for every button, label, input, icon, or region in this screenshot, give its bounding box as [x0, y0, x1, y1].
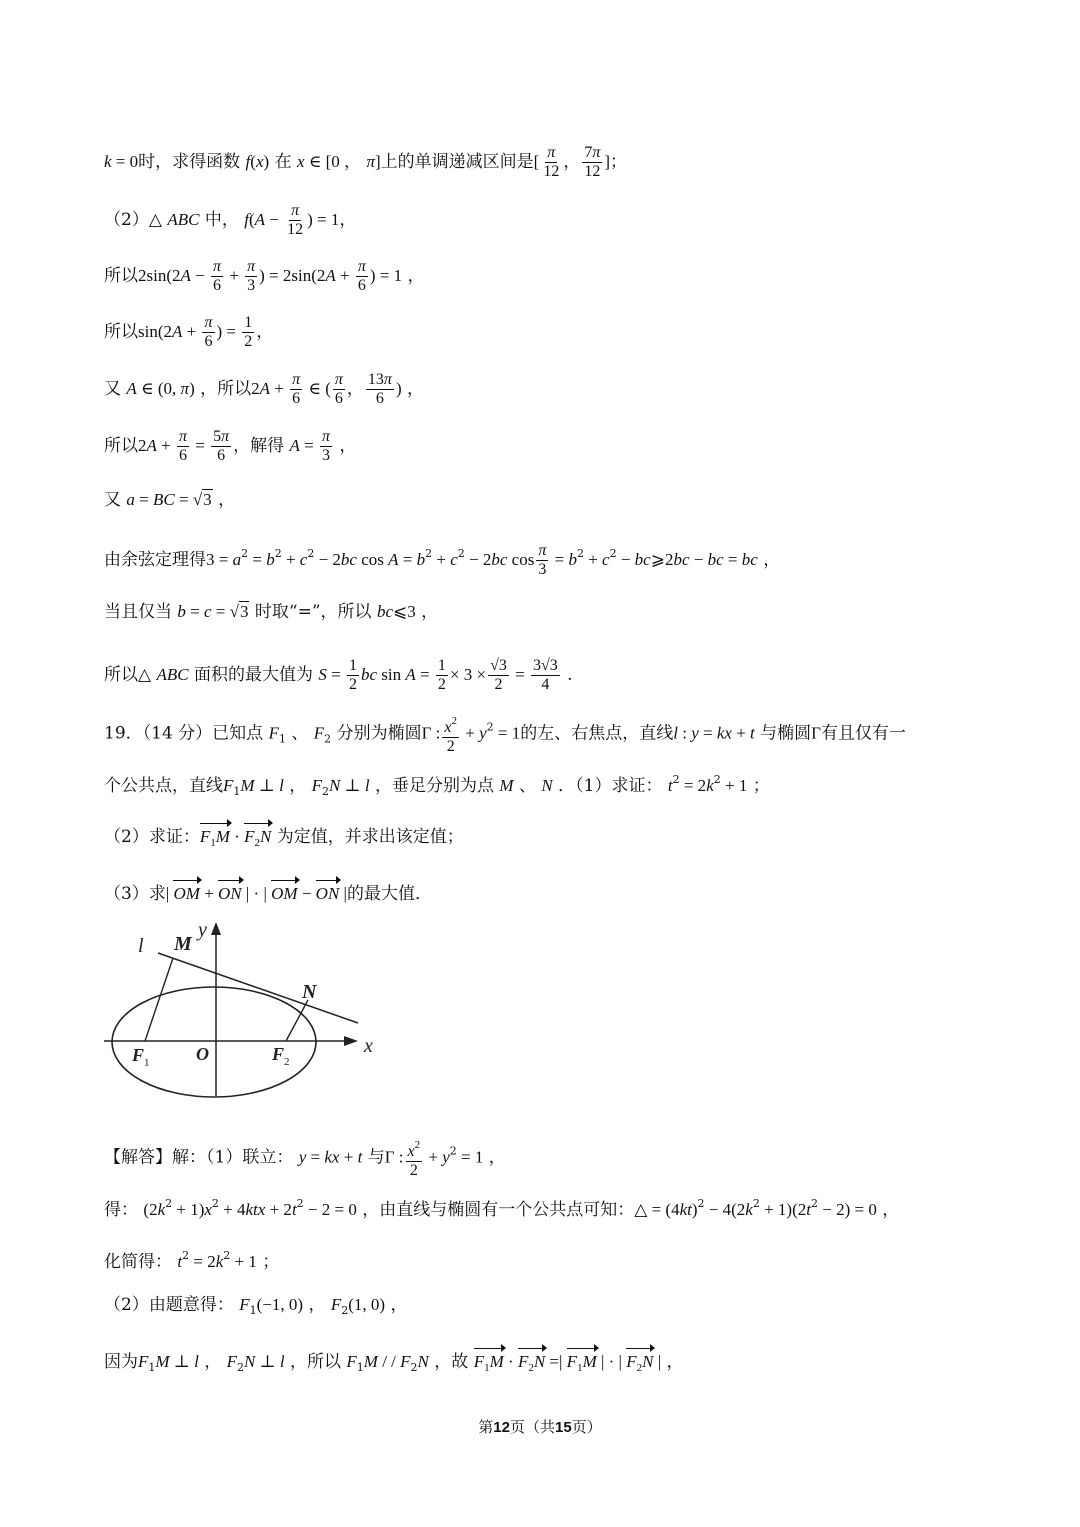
solution-line-5: 因为$F_1M$ ⊥ l ， $F_2N$ ⊥ l ，所以 $F_1M$ / / $F_2N$ ，故 $F_1M \cdot F_2N$ =| $F_1M$ | · | $F_2N$ | ， [104, 1351, 980, 1379]
label-n: N [302, 981, 317, 1003]
y-axis-arrow [211, 922, 221, 935]
label-y: y [198, 919, 207, 941]
question-19-line-3: （2）求证：$F_1M \cdot F_2N$ 为定值，并求出该定值； [104, 826, 980, 854]
question-19-line-4: （3）求| OM + ON | · | OM − ON |的最大值． [104, 884, 432, 904]
page-number: 12 [493, 1419, 510, 1436]
line-4: 所以sin(2A + $\frac{\pi}{6}$ ) = $\frac{1}{2}$ ， [104, 314, 274, 350]
ellipse-figure [100, 918, 390, 1100]
label-o: O [196, 1044, 209, 1064]
fraction: $\frac{\pi}{12}$ [543, 144, 560, 180]
line-10: 所以△ ABC 面积的最大值为 S = $\frac{1}{2}$ bc sin A = $\frac{1}{2}$ × 3 × $\frac{√3}{2}$ = $\frac{3√3}{4}$ . [104, 657, 573, 693]
line-9: 当且仅当 b = c = √3 时取“=”，所以 bc⩽3 ， [104, 602, 439, 622]
line-2: （2）△ ABC 中， f(A − $\frac{\pi}{12}$ ) = 1， [104, 202, 357, 238]
line-6: 所以2A + $\frac{\pi}{6}$ = $\frac{5\pi}{6}$ ，解得 A = $\frac{\pi}{3}$ ， [104, 428, 357, 464]
solution-line-3: 化简得： $t^2 = 2k^2 + 1$ ； [104, 1249, 280, 1272]
label-l: l [138, 935, 144, 957]
line-3: 所以2sin(2A − $\frac{\pi}{6}$ + $\frac{\pi}{3}$ ) = 2sin(2A + $\frac{\pi}{6}$ ) = 1 ， [104, 258, 425, 294]
solution-line-4: （2）由题意得： $F_1(-1$, 0) ， $F_2(1$, 0) ， [104, 1295, 408, 1317]
page-footer: 第12页（共15页） [478, 1418, 602, 1436]
total-pages: 15 [555, 1419, 572, 1436]
label-f1-sub: 1 [144, 1057, 150, 1069]
fraction: $\frac{7\pi}{12}$ [584, 144, 601, 180]
question-19-line-1: 19．（14 分）已知点 $F_1$ 、 $F_2$ 分别为椭圆Γ : $\frac{x^2}{2}$ + $y^2 = 1$的左、右焦点，直线l : y = kx + t 与椭圆Γ有且仅有一 [104, 712, 980, 756]
label-f1: F [132, 1045, 145, 1065]
question-19-line-2: 个公共点，直线$F_1M$ ⊥ l ， $F_2N$ ⊥ l ，垂足分别为点 M 、 N ．（1）求证： $t^2 = 2k^2 + 1$ ； [104, 773, 770, 798]
solution-line-1: 【解答】解：（1）联立： y = kx + t 与Γ : $\frac{x^2}{2}$ + $y^2 = 1$ ， [104, 1136, 980, 1180]
x-axis-arrow [344, 1036, 358, 1046]
line-1: k = 0时，求得函数 f(x) 在 x ∈ [0 ， π]上的单调递减区间是[ $\frac{\pi}{12}$ ， $\frac{7\pi}{12}$ ]； [104, 144, 627, 180]
line-7: 又 a = BC = √3 ， [104, 490, 236, 510]
perpendicular-f2n [286, 1000, 308, 1041]
ellipse-shape [112, 987, 316, 1097]
solution-line-2: 得： $(2k^2 + 1)x^2 + 4ktx + 2t^2 - 2 = 0$ ，由直线与椭圆有一个公共点可知：△ = $(4kt)^2 - 4(2k^2 + 1)(2t^2 - 2) = 0$ ， [104, 1197, 900, 1220]
label-m: M [174, 933, 192, 955]
line-5: 又 A ∈ (0, π) ，所以2A + $\frac{\pi}{6}$ ∈ ( $\frac{\pi}{6}$ ， $\frac{13\pi}{6}$ ) ， [104, 371, 425, 407]
label-x: x [364, 1035, 373, 1057]
label-f2-sub: 2 [284, 1056, 290, 1068]
label-f2: F [272, 1044, 285, 1064]
line-8: 由余弦定理得$3 = a^2 = b^2 + c^2 - 2bc$ $\cos A = b^2 + c^2 - 2bc$ cos $\frac{\pi}{3}$ = $b^2 + c^2$ − bc⩾2bc − bc = bc ， [104, 542, 781, 578]
